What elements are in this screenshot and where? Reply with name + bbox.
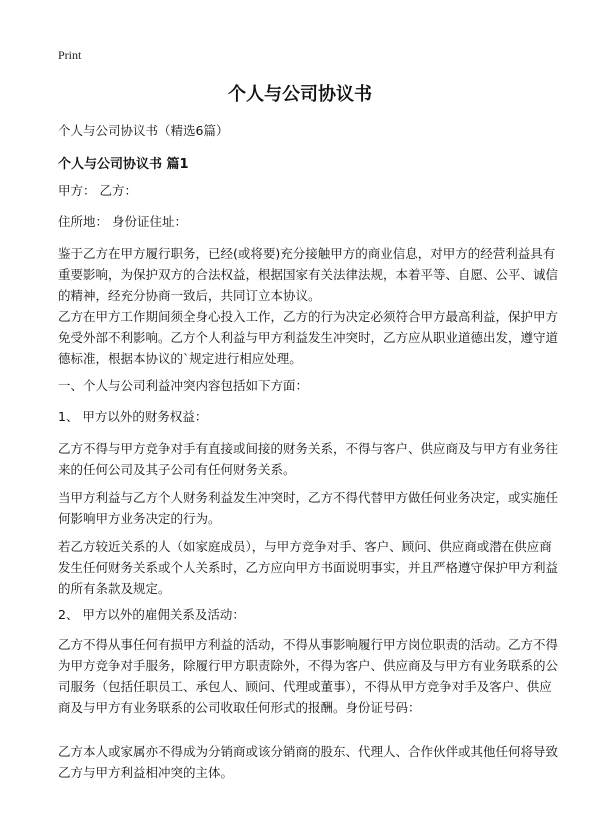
paragraph-employment: 乙方不得从事任何有损甲方利益的活动，不得从事影响履行甲方岗位职责的活动。乙方不得为甲方竞争对手服务，除履行甲方职责除外，不得为客户、供应商及与甲方有业务联系的公司服务（包括任职员工、承包人、顾问、代理或董事），不得从甲方竞争对手及客户、供应商及与甲方有业务联系的公司收取任何形式的报酬。身份证号码： [58,637,559,715]
paragraph-clause-1: 一、个人与公司利益冲突内容包括如下方面： [58,378,309,393]
paragraph-conflict: 当甲方利益与乙方个人财务利益发生冲突时，乙方不得代替甲方做任何业务决定，或实施任何影响甲方业务决定的行为。 [58,490,559,526]
document-title: 个人与公司协议书 [228,84,372,105]
paragraph-family: 乙方本人或家属亦不得成为分销商或该分销商的股东、代理人、合作伙伴或其他任何将导致乙方与甲方利益相冲突的主体。 [58,744,559,780]
paragraph-recital: 鉴于乙方在甲方履行职务，已经(或将要)充分接触甲方的商业信息，对甲方的经营利益具有重要影响，为保护双方的合法权益，根据国家有关法律法规，本着平等、自愿、公平、诚信的精神，经充分协商一致后，共同订立本协议。 [58,246,559,303]
paragraph-address: 住所地： 身份证住址： [58,214,187,229]
print-link[interactable]: Print [58,48,82,62]
paragraph-item-1: 1、 甲方以外的财务权益： [58,409,208,424]
section-heading: 个人与公司协议书 篇1 [58,157,189,172]
paragraph-item-2: 2、 甲方以外的雇佣关系及活动： [58,607,245,622]
paragraph-relatives: 若乙方较近关系的人（如家庭成员），与甲方竞争对手、客户、顾问、供应商或潜在供应商发生任何财务关系或个人关系时，乙方应向甲方书面说明事实，并且严格遵守保护甲方利益的所有条款及规定。 [58,539,559,596]
document-subtitle: 个人与公司协议书（精选6篇） [58,123,229,138]
paragraph-parties: 甲方： 乙方： [58,183,137,198]
paragraph-duty: 乙方在甲方工作期间须全身心投入工作，乙方的行为决定必须符合甲方最高利益，保护甲方免受外部不利影响。乙方个人利益与甲方利益发生冲突时，乙方应从职业道德出发，遵守道德标准，根据本协议的`规定进行相应处理。 [58,309,559,366]
paragraph-financial: 乙方不得与甲方竞争对手有直接或间接的财务关系，不得与客户、供应商及与甲方有业务往来的任何公司及其子公司有任何财务关系。 [58,441,559,477]
